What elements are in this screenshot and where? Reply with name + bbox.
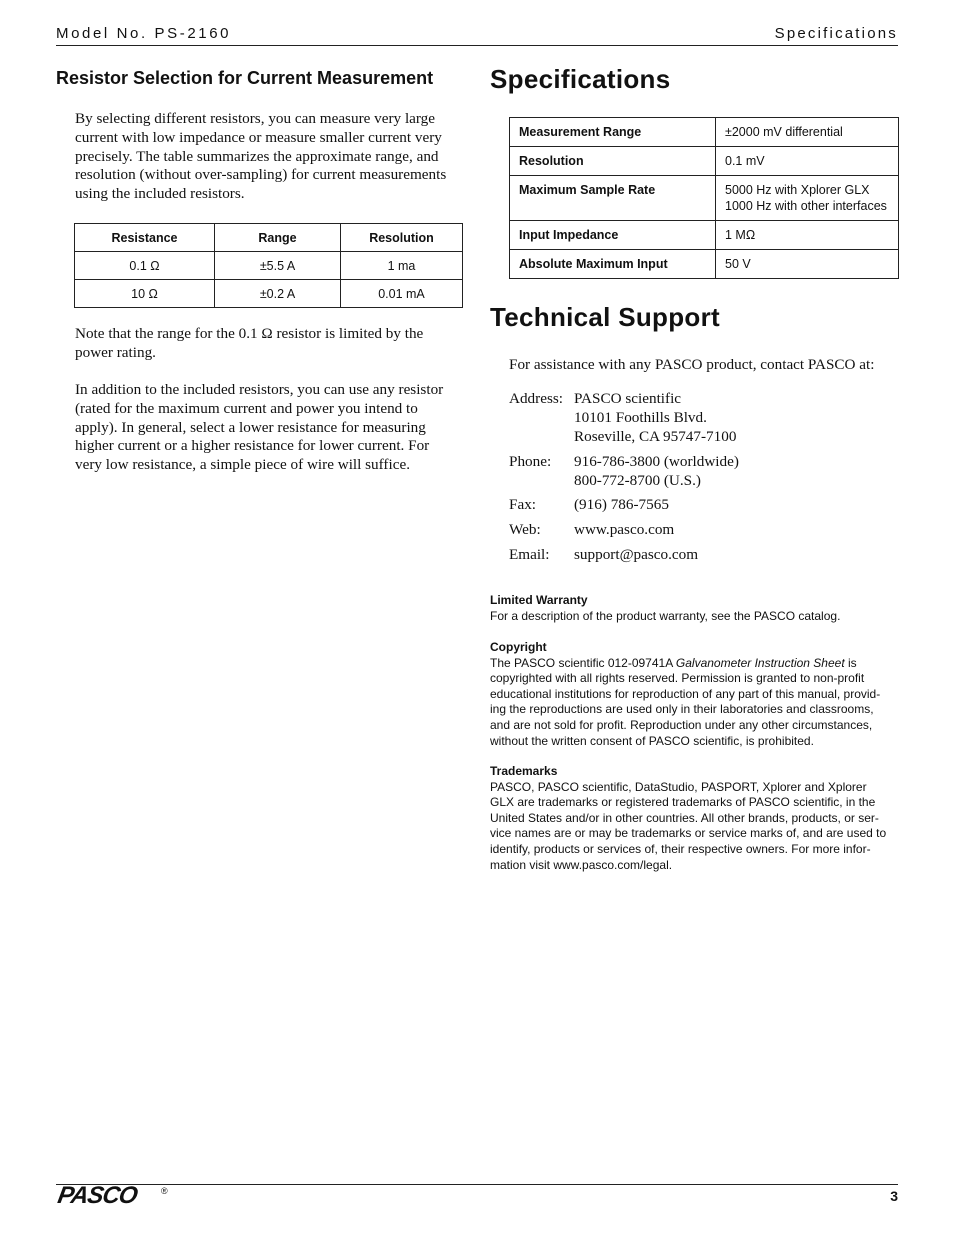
address-line: 10101 Foothills Blvd. [574,409,707,426]
spec-value [716,250,899,279]
spec-row [510,118,899,147]
para-line: (rated for the maximum current and power you intend to [75,399,418,417]
intro-line: using the included resistors. [75,185,245,203]
spec-key: Maximum Sample Rate [510,176,716,221]
note-line: power rating. [75,343,156,361]
table-header-row [75,224,463,252]
spec-value-line: ±2000 mV differential [725,125,843,139]
trademarks-line: mation visit www.pasco.com/legal. [490,857,673,872]
spec-value-line: 50 V [725,257,751,271]
warranty-text: For a description of the product warranty, see the PASCO catalog. [490,608,841,623]
spec-row [510,250,899,279]
resistor-table [74,223,463,308]
spec-value-line: 0.1 mV [725,154,765,168]
email-label: Email: [509,546,550,563]
spec-row [510,147,899,176]
phone-label: Phone: [509,453,552,470]
fax-number: (916) 786-7565 [574,496,669,513]
intro-line: By selecting different resistors, you can measure very large [75,110,436,127]
contact-block [509,390,899,570]
technical-support-heading: Technical Support [490,302,720,332]
table-cell: 0.1 Ω [75,252,215,280]
copyright-line: ing the reproductions are used only in their laboratories and classrooms, [490,702,874,717]
address-label: Address: [509,390,563,407]
specifications-heading: Specifications [490,64,671,94]
header-rule [56,45,898,46]
copyright-block [490,640,900,749]
web-label: Web: [509,521,541,538]
copyright-line: and are not sold for profit. Reproduction under any other circumstances, [490,717,873,732]
resistor-para2 [75,381,465,475]
page-number: 3 [890,1188,898,1204]
para-line: In addition to the included resistors, you can use any resistor [75,381,444,398]
table-cell: ±0.2 A [215,280,341,308]
copyright-line: educational institutions for reproduction of any part of this manual, provid- [490,686,881,701]
table-cell: 1 ma [341,252,463,280]
intro-line: current with low impedance or measure smaller current very [75,128,442,146]
copyright-line: without the written consent of PASCO scientific, is prohibited. [490,733,814,748]
spec-value [716,147,899,176]
trademarks-line: identify, products or services of, their respective owners. For more infor- [490,841,871,856]
phone-number: 916-786-3800 (worldwide) [574,453,739,470]
spec-value [716,118,899,147]
col-resistance: Resistance [75,224,215,252]
spec-key: Resolution [510,147,716,176]
logo-text: PASCO [55,1182,140,1209]
copyright-line [490,656,900,672]
copyright-title: Copyright [490,640,547,654]
col-range: Range [215,224,341,252]
address-line: PASCO scientific [574,390,682,407]
copyright-line: copyrighted with all rights reserved. Permission is granted to non-profit [490,671,865,686]
spec-value-line: 5000 Hz with Xplorer GLX [725,183,870,197]
spec-row [510,221,899,250]
trademarks-line: United States and/or in other countries. All other brands, products, or ser- [490,810,879,825]
table-cell: ±5.5 A [215,252,341,280]
intro-line: resolution (without over-sampling) for current measurements [75,166,447,184]
trademarks-title: Trademarks [490,764,558,778]
note-line: Note that the range for the 0.1 Ω resistor is limited by the [75,325,424,342]
table-row [75,252,463,280]
warranty-block [490,593,900,624]
header-section: Specifications [774,25,898,42]
spec-key: Absolute Maximum Input [510,250,716,279]
table-cell: 10 Ω [75,280,215,308]
para-line: higher current or a higher resistance for lower current. For [75,437,430,455]
address-line: Roseville, CA 95747-7100 [574,428,737,445]
copyright-text: is [844,655,857,670]
intro-line: precisely. The table summarizes the approximate range, and [75,147,439,165]
spec-value [716,176,899,221]
spec-value-line: 1 MΩ [725,228,756,242]
spec-row [510,176,899,221]
document-title: Galvanometer Instruction Sheet [675,655,845,670]
range-note [75,325,465,363]
table-row [75,280,463,308]
fax-label: Fax: [509,496,537,513]
spec-value [716,221,899,250]
spec-value-line: 1000 Hz with other interfaces [725,199,887,213]
trademarks-block [490,764,900,873]
trademarks-line: PASCO, PASCO scientific, DataStudio, PASPORT, Xplorer and Xplorer [490,779,867,794]
pasco-logo [56,1182,140,1210]
spec-key: Measurement Range [510,118,716,147]
registered-mark: ® [161,1186,168,1196]
resistor-heading: Resistor Selection for Current Measurement [56,68,434,88]
col-resolution: Resolution [341,224,463,252]
support-intro: For assistance with any PASCO product, contact PASCO at: [509,356,875,373]
trademarks-line: GLX are trademarks or registered trademarks of PASCO scientific, in the [490,795,876,810]
table-cell: 0.01 mA [341,280,463,308]
para-line: very low resistance, a simple piece of wire will suffice. [75,456,410,474]
trademarks-line: vice names are or may be trademarks or service marks of, and are used to [490,826,887,841]
spec-key: Input Impedance [510,221,716,250]
warranty-title: Limited Warranty [490,593,588,607]
resistor-intro [75,110,465,204]
email-link[interactable]: support@pasco.com [574,546,699,563]
specifications-table [509,117,899,279]
web-link[interactable]: www.pasco.com [574,521,675,538]
para-line: apply). In general, select a lower resistance for measuring [75,418,426,436]
header-model: Model No. PS-2160 [56,25,232,42]
phone-number: 800-772-8700 (U.S.) [574,472,701,489]
copyright-text: The PASCO scientific 012-09741A [490,655,676,670]
footer-rule [56,1184,898,1185]
